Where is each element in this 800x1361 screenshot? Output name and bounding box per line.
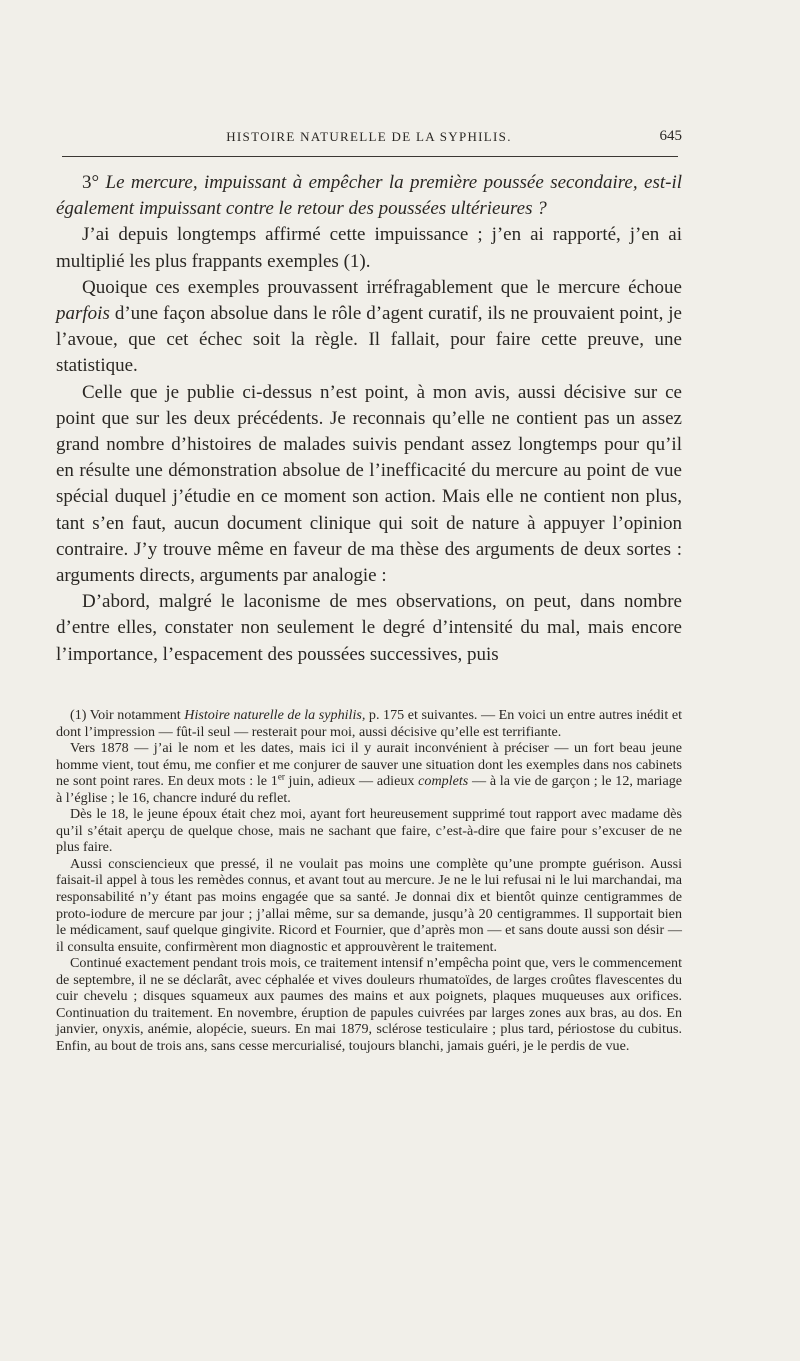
footnote-1-part-a: (1) Voir notamment <box>70 707 185 723</box>
header-rule <box>62 156 678 157</box>
footnote-paragraph-2 <box>56 740 682 806</box>
page-header <box>56 128 682 148</box>
paragraph-question <box>56 170 682 222</box>
paragraph-3-part-a: Quoique ces exemples prouvassent irréfragablement que le mercure échoue <box>82 276 682 298</box>
paragraph-3-emphasis: parfois <box>56 303 110 325</box>
footnote-paragraph-4: Aussi consciencieux que pressé, il ne voulait pas moins une complète qu’une prompte guérison. Aussi faisait-il appel à tous les remèdes connus, et avant tout au mercure. Je ne le lui refusai ni le lui marchandai, ma responsabilité n’y étant pas moins engagée que sa santé. Je donnai dix et bientôt quinze centigrammes de proto-iodure de mercure par jour ; j’allai même, sur sa demande, jusqu’à 20 centigrammes. Il supportait bien le médicament, sauf quelque gingivite. Ricord et Fournier, que d’après mon — et sans doute aussi son désir — il consulta ensuite, confirmèrent mon diagnostic et approuvèrent le traitement. <box>56 855 682 955</box>
footnote-paragraph-5: Continué exactement pendant trois mois, ce traitement intensif n’empêcha point que, vers le commencement de septembre, il ne se déclarât, avec céphalée et vives douleurs rhumatoïdes, de larges croûtes flavescentes du cuir chevelu ; disques squameux aux paumes des mains et aux poignets, plaques muqueuses aux orifices. Continuation du traitement. En novembre, éruption de papules cuivrées par larges zones aux bras, au dos. En janvier, onyxis, anémie, alopécie, sueurs. En mai 1879, sclérose testiculaire ; plus tard, périostose du cubitus. Enfin, au bout de trois ans, sans cesse mercurialisé, toujours blanchi, jamais guéri, je le perdis de vue. <box>56 955 682 1054</box>
running-title: HISTOIRE NATURELLE DE LA SYPHILIS. <box>226 129 512 144</box>
paragraph-5: D’abord, malgré le laconisme de mes observations, on peut, dans nombre d’entre elles, constater non seulement le degré d’intensité du mal, mais encore l’importance, l’espacement des poussées successives, puis <box>56 591 682 665</box>
footnote-1-title: Histoire naturelle de la syphilis, <box>184 707 366 723</box>
paragraph-3-part-c: d’une façon absolue dans le rôle d’agent curatif, ils ne prouvaient point, je l’avoue, que cet échec soit la règle. Il fallait, pour faire cette preuve, une statistique. <box>56 303 682 377</box>
footnote-paragraph-3: Dès le 18, le jeune époux était chez moi, ayant fort heureusement supprimé tout rapport avec madame dès qu’il s’était aperçu de quelque chose, mais ne sachant que faire, c’est-à-dire que faire pour s’excuser de ne plus faire. <box>56 806 682 856</box>
footnote-2-superscript: er <box>277 771 285 782</box>
paragraph-3 <box>56 275 682 380</box>
footnote-2-part-d: — à la vie de garçon ; le 12, mariage à l’église ; le 16, chancre induré du reflet. <box>56 773 683 806</box>
main-text <box>56 170 682 668</box>
question-text: Le mercure, impuissant à empêcher la première poussée secondaire, est-il également impuissant contre le retour des poussées ultérieures ? <box>56 172 682 220</box>
footnote-1 <box>56 707 682 740</box>
paragraph-4: Celle que je publie ci-dessus n’est point, à mon avis, aussi décisive sur ce point que sur les deux précédents. Je reconnais qu’elle ne contient pas un assez grand nombre d’histoires de malades suivis pendant assez longtemps pour qu’il en résulte une démonstration absolue de l’inefficacité du mercure au point de vue spécial duquel j’étudie en ce moment son action. Mais elle ne contient non plus, tant s’en faut, aucun document clinique qui soit de nature à appuyer l’opinion contraire. J’y trouve même en faveur de ma thèse des arguments de deux sortes : arguments directs, arguments par analogie : <box>56 381 682 587</box>
paragraph-2: J’ai depuis longtemps affirmé cette impuissance ; j’en ai rapporté, j’en ai multiplié les plus frappants exemples (1). <box>56 224 682 272</box>
footnote-2-part-b: juin, adieux — adieux <box>284 773 419 790</box>
footnote-1-part-c: p. 175 et suivantes. — En voici un entre autres inédit et dont l’impression — fût-il seul — resterait pour moi, aussi décisive qu’elle est terrifiante. <box>56 707 682 740</box>
footnote-2-emphasis: complets <box>418 773 469 790</box>
question-number: 3° <box>82 172 106 193</box>
footnote-2-part-a: Vers 1878 — j’ai le nom et les dates, mais ici il y aurait inconvénient à préciser — un fort beau jeune homme vient, tout ému, me confier et me conjurer de sauver une situation dont les exemples dans nos cabinets ne sont point rares. En deux mots : le 1 <box>56 740 682 790</box>
page-number: 645 <box>659 128 682 144</box>
footnotes <box>56 707 682 1054</box>
